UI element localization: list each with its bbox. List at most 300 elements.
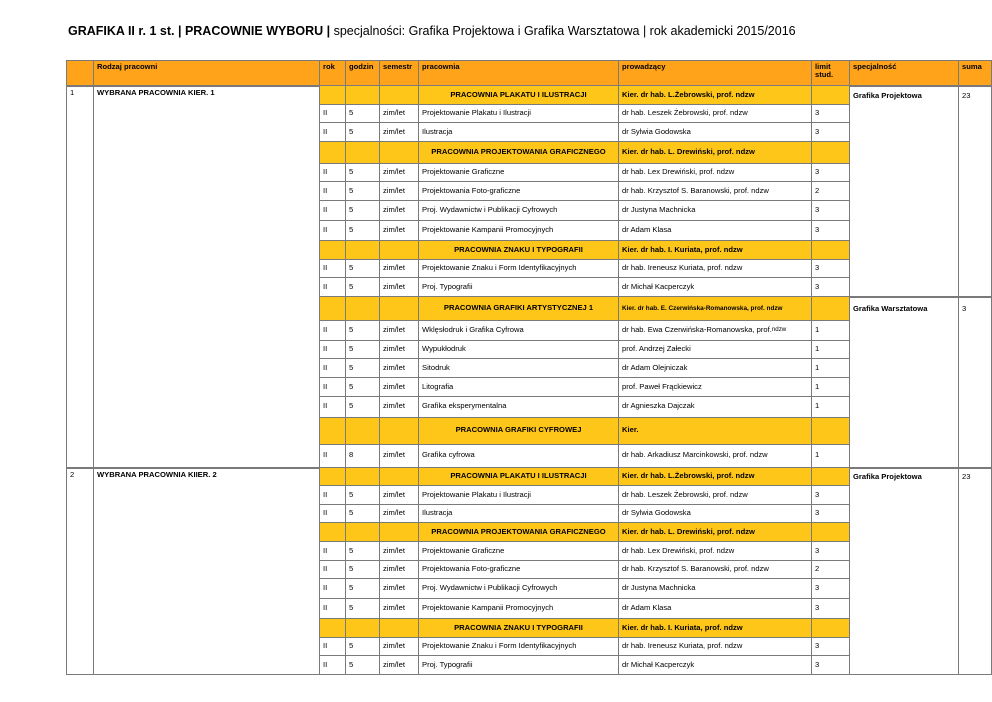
rodzaj-pracowni [93,638,319,657]
suma-cell [958,656,992,675]
table-row [66,105,926,124]
prowadzacy-cell [618,468,811,487]
specjalnosc-cell [849,164,958,183]
prowadzacy-cell [618,142,811,164]
prowadzacy-cell [618,221,811,241]
semestr-cell: zim/let [379,505,418,524]
prowadzacy-cell [618,278,811,297]
suma-cell [958,321,992,341]
godzin-cell: 5 [345,378,379,397]
suma-cell [958,241,992,260]
table-section-row [66,86,971,105]
rodzaj-pracowni [93,142,319,164]
limit-cell [811,241,849,260]
suma-cell [958,505,992,524]
prowadzacy-cell [618,260,811,279]
specjalnosc-cell [849,656,958,675]
rodzaj-pracowni [93,341,319,360]
rodzaj-pracowni [93,542,319,561]
godzin-cell: 5 [345,201,379,221]
pracownia-cell: PRACOWNIA PROJEKTOWANIA GRAFICZNEGO [418,142,618,164]
rodzaj-pracowni [93,123,319,142]
suma-cell [958,221,992,241]
rodzaj-pracowni: WYBRANA PRACOWNIA KIIER. 2 [93,468,319,487]
rok-cell: II [319,445,345,468]
limit-cell: 3 [811,278,849,297]
prowadzacy-cell [618,445,811,468]
prowadzacy-cell [618,297,811,321]
prowadzacy-cell [618,619,811,638]
suma-cell [958,599,992,619]
pracownia-cell: Projektowanie Kampanii Promocyjnych [418,221,618,241]
godzin-cell: 5 [345,321,379,341]
limit-cell [811,86,849,105]
godzin-cell: 5 [345,561,379,580]
suma-cell [958,123,992,142]
table-row [66,599,926,619]
document-title-main: GRAFIKA II r. 1 st. | PRACOWNIE WYBORU | [68,24,331,38]
pracownia-cell: Grafika eksperymentalna [418,397,618,418]
pracownia-cell: Wypukłodruk [418,341,618,360]
godzin-cell: 5 [345,105,379,124]
table-row [66,221,926,241]
specjalnosc-cell [849,445,958,468]
semestr-cell [379,86,418,105]
row-number [66,561,93,580]
semestr-cell [379,297,418,321]
table-section-row [66,241,926,260]
rodzaj-pracowni [93,561,319,580]
suma-cell [958,201,992,221]
godzin-cell: 5 [345,599,379,619]
table-section-row [66,142,926,164]
limit-cell: 1 [811,359,849,378]
prowadzacy-cell [618,505,811,524]
row-number [66,297,93,321]
prowadzacy-text: dr Michał Kacperczyk [622,281,695,291]
pracownia-cell: Wklęsłodruk i Grafika Cyfrowa [418,321,618,341]
suma-cell [958,523,992,542]
rodzaj-pracowni [93,523,319,542]
suma-cell [958,561,992,580]
table-row [66,123,926,142]
table-row [66,260,926,279]
pracownia-cell: PRACOWNIA GRAFIKI ARTYSTYCZNEJ 1 [418,297,618,321]
suma-cell [958,341,992,360]
row-number [66,241,93,260]
suma-cell [958,418,992,445]
semestr-cell: zim/let [379,397,418,418]
prowadzacy-text: dr hab. Krzysztof S. Baranowski, prof. ndzw [622,186,769,195]
rok-cell: II [319,561,345,580]
limit-cell: 3 [811,164,849,183]
prowadzacy-text: dr Adam Olejniczak [622,362,688,372]
row-number [66,656,93,675]
suma-cell: 3 [958,297,992,321]
prowadzacy-text: dr hab. Krzysztof S. Baranowski, prof. ndzw [622,564,769,574]
rodzaj-pracowni [93,656,319,675]
document-title-rest: specjalności: Grafika Projektowa i Grafika Warsztatowa | rok akademicki 2015/2016 [330,24,796,38]
prowadzacy-cell [618,321,811,341]
semestr-cell: zim/let [379,638,418,657]
suma-cell [958,142,992,164]
rodzaj-pracowni [93,505,319,524]
table-row [66,278,926,297]
row-number [66,278,93,297]
pracownia-cell: PRACOWNIA ZNAKU I TYPOGRAFII [418,619,618,638]
prowadzacy-text: Kier. dr hab. L. Drewiński, prof. ndzw [622,147,755,157]
rok-cell: II [319,359,345,378]
rok-cell: II [319,505,345,524]
semestr-cell [379,418,418,445]
godzin-cell: 5 [345,182,379,201]
header-specjalnosc: specjalność [849,60,958,86]
table-row [66,378,926,397]
rok-cell: II [319,164,345,183]
prowadzacy-cell [618,638,811,657]
pracownia-cell: Projektowanie Graficzne [418,164,618,183]
row-number [66,123,93,142]
specjalnosc-cell [849,241,958,260]
rok-cell [319,468,345,487]
semestr-cell: zim/let [379,123,418,142]
rok-cell [319,241,345,260]
rodzaj-pracowni [93,260,319,279]
prowadzacy-text: Kier. dr hab. I. Kuriata, prof. ndzw [622,622,743,632]
prowadzacy-text: dr Justyna Machnicka [622,583,696,593]
limit-cell: 3 [811,638,849,657]
godzin-cell: 8 [345,445,379,468]
rok-cell: II [319,486,345,505]
pracownia-cell: PRACOWNIA PLAKATU I ILUSTRACJI [418,86,618,105]
godzin-cell: 5 [345,505,379,524]
prowadzacy-cell [618,561,811,580]
specjalnosc-cell: Grafika Projektowa [849,86,958,105]
specjalnosc-cell [849,378,958,397]
limit-cell [811,523,849,542]
row-number [66,418,93,445]
header-limit: limit stud. [811,60,849,86]
header-nr [66,60,93,86]
specjalnosc-cell [849,638,958,657]
suma-cell [958,260,992,279]
rok-cell: II [319,321,345,341]
table-row [66,561,926,580]
limit-cell: 2 [811,561,849,580]
header-suma: suma [958,60,992,86]
rok-cell: II [319,221,345,241]
pracownia-cell: Projektowania Foto-graficzne [418,182,618,201]
pracownia-cell: Projektowanie Plakatu i Ilustracji [418,486,618,505]
rodzaj-pracowni [93,418,319,445]
pracownia-cell: Sitodruk [418,359,618,378]
prowadzacy-text: Kier. [622,425,639,435]
prowadzacy-cell [618,378,811,397]
prowadzacy-cell [618,201,811,221]
specjalnosc-cell [849,486,958,505]
table-row [66,359,926,378]
semestr-cell: zim/let [379,561,418,580]
rok-cell: II [319,397,345,418]
row-number [66,182,93,201]
prowadzacy-text: Kier. dr hab. L. Drewiński, prof. ndzw [622,526,755,536]
specjalnosc-cell [849,260,958,279]
table-row [66,542,926,561]
semestr-cell: zim/let [379,182,418,201]
pracownia-cell: Litografia [418,378,618,397]
semestr-cell [379,468,418,487]
pracownia-cell: Proj. Typografii [418,278,618,297]
semestr-cell: zim/let [379,221,418,241]
godzin-cell: 5 [345,397,379,418]
limit-cell: 2 [811,182,849,201]
prowadzacy-suffix: ndzw [771,325,787,333]
rok-cell [319,619,345,638]
godzin-cell [345,619,379,638]
row-number [66,579,93,599]
specjalnosc-cell [849,542,958,561]
godzin-cell [345,241,379,260]
schedule-table [66,60,982,675]
limit-cell: 1 [811,341,849,360]
prowadzacy-cell [618,359,811,378]
prowadzacy-text: Kier. dr hab. L.Żebrowski, prof. ndzw [622,471,755,481]
godzin-cell: 5 [345,164,379,183]
row-number [66,260,93,279]
semestr-cell: zim/let [379,579,418,599]
prowadzacy-text: dr Justyna Machnicka [622,205,696,215]
rok-cell: II [319,260,345,279]
godzin-cell: 5 [345,579,379,599]
limit-cell: 3 [811,505,849,524]
limit-cell: 3 [811,221,849,241]
rodzaj-pracowni [93,182,319,201]
suma-cell [958,542,992,561]
row-number: 1 [66,86,93,105]
header-semestr: semestr [379,60,418,86]
limit-cell [811,418,849,445]
rok-cell: II [319,105,345,124]
semestr-cell [379,142,418,164]
prowadzacy-text: prof. Andrzej Załecki [622,344,691,354]
table-row [66,486,926,505]
limit-cell: 3 [811,105,849,124]
prowadzacy-cell [618,523,811,542]
limit-cell: 1 [811,378,849,397]
table-row [66,397,926,418]
row-number [66,321,93,341]
specjalnosc-cell: Grafika Projektowa [849,468,958,487]
semestr-cell: zim/let [379,656,418,675]
godzin-cell: 5 [345,486,379,505]
row-number [66,359,93,378]
row-number [66,221,93,241]
limit-cell: 3 [811,201,849,221]
suma-cell [958,619,992,638]
limit-cell: 1 [811,397,849,418]
rok-cell: II [319,579,345,599]
pracownia-cell: PRACOWNIA PLAKATU I ILUSTRACJI [418,468,618,487]
rodzaj-pracowni: WYBRANA PRACOWNIA KIER. 1 [93,86,319,105]
suma-cell [958,105,992,124]
pracownia-cell: Projektowanie Plakatu i Ilustracji [418,105,618,124]
specjalnosc-cell [849,523,958,542]
specjalnosc-cell [849,123,958,142]
prowadzacy-cell [618,341,811,360]
semestr-cell: zim/let [379,164,418,183]
semestr-cell: zim/let [379,486,418,505]
prowadzacy-cell [618,182,811,201]
row-number [66,105,93,124]
prowadzacy-cell [618,86,811,105]
table-row [66,579,926,599]
rok-cell [319,418,345,445]
limit-cell: 3 [811,656,849,675]
semestr-cell: zim/let [379,201,418,221]
limit-cell: 3 [811,599,849,619]
pracownia-cell: Proj. Wydawnictw i Publikacji Cyfrowych [418,201,618,221]
specjalnosc-cell: Grafika Warsztatowa [849,297,958,321]
table-section-row [66,297,967,321]
specjalnosc-cell [849,599,958,619]
limit-cell [811,468,849,487]
document-title [68,24,796,38]
rodzaj-pracowni [93,359,319,378]
rok-cell: II [319,201,345,221]
prowadzacy-text: dr hab. Ireneusz Kuriata, prof. ndzw [622,641,743,651]
row-number [66,397,93,418]
table-row [66,656,926,675]
specjalnosc-cell [849,359,958,378]
semestr-cell: zim/let [379,542,418,561]
pracownia-cell: Projektowanie Znaku i Form Identyfikacyjnych [418,638,618,657]
specjalnosc-cell [849,561,958,580]
suma-cell [958,182,992,201]
suma-cell [958,378,992,397]
table-row [66,505,926,524]
row-number [66,619,93,638]
suma-cell [958,278,992,297]
row-number [66,486,93,505]
rodzaj-pracowni [93,378,319,397]
limit-cell: 1 [811,445,849,468]
rok-cell: II [319,599,345,619]
prowadzacy-text: dr Adam Klasa [622,603,672,613]
row-number [66,638,93,657]
rok-cell [319,297,345,321]
table-body [66,86,971,675]
prowadzacy-cell [618,486,811,505]
table-row [66,321,926,341]
semestr-cell: zim/let [379,278,418,297]
rok-cell: II [319,378,345,397]
rodzaj-pracowni [93,278,319,297]
suma-cell: 23 [958,468,992,487]
specjalnosc-cell [849,142,958,164]
row-number: 2 [66,468,93,487]
godzin-cell: 5 [345,221,379,241]
suma-cell [958,359,992,378]
semestr-cell: zim/let [379,445,418,468]
prowadzacy-text: dr hab. Ewa Czerwińska-Romanowska, prof. [622,325,772,335]
limit-cell [811,619,849,638]
prowadzacy-text: dr hab. Leszek Żebrowski, prof. ndzw [622,108,748,118]
table-row [66,182,926,201]
rodzaj-pracowni [93,297,319,321]
row-number [66,164,93,183]
prowadzacy-cell [618,105,811,124]
godzin-cell [345,523,379,542]
table-section-row [66,418,926,445]
rok-cell: II [319,278,345,297]
rok-cell [319,86,345,105]
pracownia-cell: PRACOWNIA GRAFIKI CYFROWEJ [418,418,618,445]
row-number [66,599,93,619]
suma-cell [958,445,992,468]
semestr-cell [379,619,418,638]
specjalnosc-cell [849,278,958,297]
pracownia-cell: Proj. Typografii [418,656,618,675]
limit-cell: 3 [811,579,849,599]
table-row [66,341,926,360]
limit-cell: 1 [811,321,849,341]
rodzaj-pracowni [93,599,319,619]
godzin-cell: 5 [345,359,379,378]
suma-cell [958,638,992,657]
rodzaj-pracowni [93,619,319,638]
prowadzacy-text: dr Michał Kacperczyk [622,659,695,669]
table-row [66,445,926,468]
rok-cell: II [319,182,345,201]
pracownia-cell: PRACOWNIA ZNAKU I TYPOGRAFII [418,241,618,260]
specjalnosc-cell [849,505,958,524]
prowadzacy-text: dr hab. Lex Drewiński, prof. ndzw [622,545,735,555]
prowadzacy-text: Kier. dr hab. E. Czerwińska-Romanowska, prof. ndzw [622,304,783,312]
prowadzacy-cell [618,599,811,619]
table-section-row [66,619,926,638]
semestr-cell: zim/let [379,260,418,279]
prowadzacy-text: dr hab. Lex Drewiński, prof. ndzw [622,167,735,177]
godzin-cell [345,468,379,487]
pracownia-cell: Ilustracja [418,505,618,524]
pracownia-cell: Grafika cyfrowa [418,445,618,468]
semestr-cell: zim/let [379,378,418,397]
prowadzacy-text: dr Sylwia Godowska [622,126,691,136]
godzin-cell: 5 [345,260,379,279]
table-row [66,201,926,221]
limit-cell [811,297,849,321]
prowadzacy-text: dr Adam Klasa [622,225,672,235]
godzin-cell [345,86,379,105]
rok-cell: II [319,341,345,360]
prowadzacy-text: prof. Paweł Frąckiewicz [622,381,702,391]
rok-cell [319,142,345,164]
specjalnosc-cell [849,341,958,360]
rodzaj-pracowni [93,221,319,241]
row-number [66,142,93,164]
prowadzacy-text: dr Agnieszka Dajczak [622,401,695,411]
specjalnosc-cell [849,221,958,241]
prowadzacy-cell [618,656,811,675]
pracownia-cell: Projektowanie Kampanii Promocyjnych [418,599,618,619]
prowadzacy-cell [618,164,811,183]
limit-cell: 3 [811,486,849,505]
semestr-cell: zim/let [379,359,418,378]
suma-cell [958,397,992,418]
pracownia-cell: PRACOWNIA PROJEKTOWANIA GRAFICZNEGO [418,523,618,542]
specjalnosc-cell [849,105,958,124]
rok-cell: II [319,638,345,657]
